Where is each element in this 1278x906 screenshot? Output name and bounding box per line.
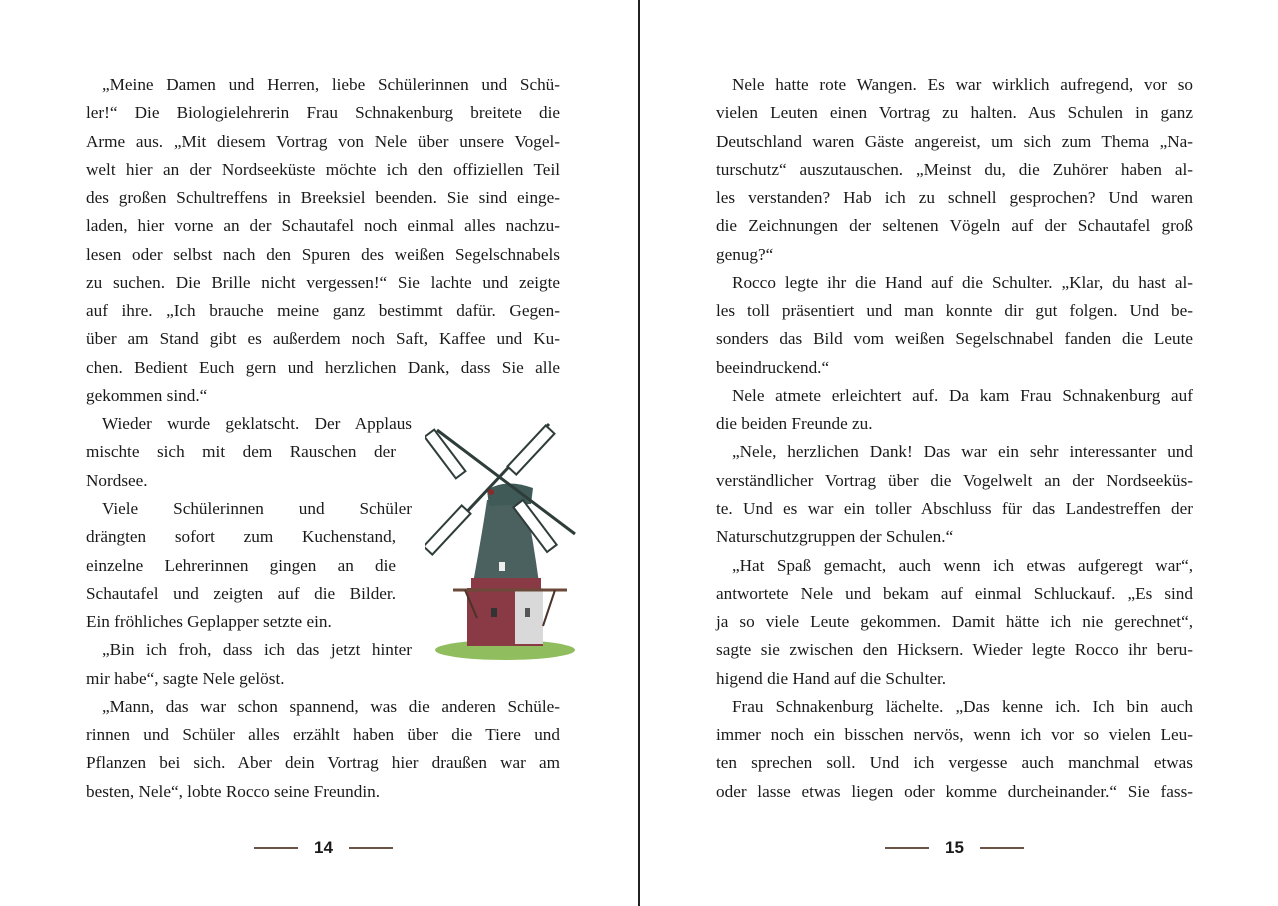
text-line bbox=[716, 71, 1193, 99]
page-number-rule bbox=[254, 847, 298, 849]
text-line bbox=[86, 467, 396, 495]
text-line bbox=[716, 241, 1193, 269]
text-line-content: ja so viele Leute gekommen. Damit hätte ich nie gerechnet“, bbox=[716, 612, 1193, 632]
text-line-content: Deutschland waren Gäste angereist, um sich zum Thema „Na- bbox=[716, 131, 1193, 151]
text-line bbox=[716, 325, 1193, 353]
text-line-content: Rocco legte ihr die Hand auf die Schulter. „Klar, du hast al- bbox=[732, 272, 1193, 292]
text-line-content: gekommen sind.“ bbox=[86, 385, 208, 405]
text-line bbox=[86, 354, 560, 382]
text-line bbox=[716, 184, 1193, 212]
text-line-content: einzelne Lehrerinnen gingen an die bbox=[86, 555, 396, 575]
text-line bbox=[86, 749, 560, 777]
text-line bbox=[86, 241, 560, 269]
text-line-content: Ein fröhliches Geplapper setzte ein. bbox=[86, 612, 332, 632]
text-line bbox=[86, 438, 396, 466]
page-number-rule bbox=[885, 847, 929, 849]
text-line bbox=[716, 552, 1193, 580]
text-line-content: besten, Nele“, lobte Rocco seine Freundin. bbox=[86, 781, 381, 801]
text-line-content: Schautafel und zeigten auf die Bilder. bbox=[86, 583, 396, 603]
text-line bbox=[716, 212, 1193, 240]
text-line bbox=[716, 410, 1193, 438]
text-line-content: Viele Schülerinnen und Schüler bbox=[102, 498, 412, 518]
text-line-content: „Nele, herzlichen Dank! Das war ein sehr interessanter und bbox=[732, 442, 1193, 462]
text-line-content: auf ihre. „Ich brauche meine ganz bestimmt dafür. Gegen- bbox=[86, 301, 560, 321]
text-line-content: beeindruckend.“ bbox=[716, 357, 830, 377]
text-line-content: lesen oder selbst nach den Spuren des weißen Segelschnabels bbox=[86, 244, 560, 264]
text-line-content: die Zeichnungen der seltenen Vögeln auf der Schautafel groß bbox=[716, 216, 1193, 236]
text-line bbox=[716, 665, 1193, 693]
text-line-content: „Meine Damen und Herren, liebe Schülerinnen und Schü- bbox=[102, 75, 560, 94]
text-line-content: Nele atmete erleichtert auf. Da kam Frau Schnakenburg auf bbox=[732, 385, 1193, 405]
text-line bbox=[86, 382, 560, 410]
text-line-content: „Bin ich froh, dass ich das jetzt hinter bbox=[102, 640, 412, 660]
text-line-content: antwortete Nele und bekam auf einmal Schluckauf. „Es sind bbox=[716, 583, 1193, 603]
text-line bbox=[86, 410, 412, 438]
text-line-content: „Hat Spaß gemacht, auch wenn ich etwas aufgeregt war“, bbox=[732, 555, 1193, 575]
text-line bbox=[716, 636, 1193, 664]
text-line bbox=[716, 467, 1193, 495]
text-line bbox=[716, 721, 1193, 749]
text-line-content: des großen Schultreffens in Breeksiel beenden. Sie sind einge- bbox=[86, 188, 560, 208]
page-number-rule bbox=[349, 847, 393, 849]
text-line-content: Naturschutzgruppen der Schulen.“ bbox=[716, 527, 954, 547]
right-page-text bbox=[716, 71, 1193, 806]
text-line bbox=[716, 99, 1193, 127]
text-line bbox=[86, 665, 396, 693]
text-line bbox=[86, 184, 560, 212]
text-line-content: laden, hier vorne an der Schautafel noch einmal alles nachzu- bbox=[86, 216, 560, 236]
text-line bbox=[716, 495, 1193, 523]
text-line bbox=[716, 608, 1193, 636]
text-line-content: mir habe“, sagte Nele gelöst. bbox=[86, 668, 285, 688]
text-line bbox=[716, 354, 1193, 382]
text-line bbox=[86, 269, 560, 297]
text-line-content: drängten sofort zum Kuchenstand, bbox=[86, 527, 396, 547]
text-line bbox=[86, 99, 560, 127]
text-line bbox=[716, 382, 1193, 410]
text-line-content: zu suchen. Die Brille nicht vergessen!“ Sie lachte und zeigte bbox=[86, 272, 560, 292]
text-line-content: Frau Schnakenburg lächelte. „Das kenne ich. Ich bin auch bbox=[732, 696, 1193, 716]
text-line bbox=[716, 580, 1193, 608]
text-line-content: verständlicher Vortrag über die Vogelwelt an der Nordseeküs- bbox=[716, 470, 1193, 490]
text-line-content: les toll präsentiert und man konnte dir gut folgen. Und be- bbox=[716, 301, 1193, 321]
page-number-rule bbox=[980, 847, 1024, 849]
text-line bbox=[86, 778, 560, 806]
text-line-content: higend die Hand auf die Schulter. bbox=[716, 668, 947, 688]
text-line bbox=[716, 749, 1193, 777]
text-line-content: über am Stand gibt es außerdem noch Saft, Kaffee und Ku- bbox=[86, 329, 560, 349]
text-line bbox=[716, 156, 1193, 184]
text-line-content: „Mann, das war schon spannend, was die anderen Schüle- bbox=[102, 696, 560, 716]
text-line bbox=[716, 693, 1193, 721]
page-number: 15 bbox=[945, 838, 964, 857]
text-line-content: mischte sich mit dem Rauschen der bbox=[86, 442, 396, 462]
text-line-content: turschutz“ auszutauschen. „Meinst du, die Zuhörer haben al- bbox=[716, 159, 1193, 179]
text-line bbox=[716, 438, 1193, 466]
page-number-right bbox=[885, 838, 1024, 858]
text-line bbox=[86, 71, 560, 99]
text-line-content: Nordsee. bbox=[86, 470, 148, 490]
text-line-content: oder lasse etwas liegen oder komme durcheinander.“ Sie fass- bbox=[716, 781, 1193, 801]
text-line bbox=[716, 269, 1193, 297]
text-line bbox=[86, 128, 560, 156]
text-line-content: chen. Bedient Euch gern und herzlichen Dank, dass Sie alle bbox=[86, 357, 560, 377]
text-line-content: sonders das Bild vom weißen Segelschnabel fanden die Leute bbox=[716, 329, 1193, 349]
text-line-content: Nele hatte rote Wangen. Es war wirklich aufregend, vor so bbox=[732, 75, 1193, 94]
text-line-content: immer noch ein bisschen nervös, wenn ich vor so vielen Leu- bbox=[716, 725, 1193, 745]
text-line bbox=[86, 693, 560, 721]
text-line bbox=[716, 523, 1193, 551]
text-line bbox=[86, 580, 396, 608]
text-line-content: genug?“ bbox=[716, 244, 774, 264]
text-line bbox=[86, 495, 412, 523]
text-line-content: les verstanden? Hab ich zu schnell gesprochen? Und waren bbox=[716, 188, 1193, 208]
text-line bbox=[86, 325, 560, 353]
text-line-content: sagte sie zwischen den Hicksern. Wieder legte Rocco ihr beru- bbox=[716, 640, 1193, 660]
text-line-content: rinnen und Schüler alles erzählt haben über die Tiere und bbox=[86, 725, 560, 745]
text-line bbox=[86, 297, 560, 325]
text-line bbox=[86, 156, 560, 184]
text-line bbox=[86, 523, 396, 551]
text-line-content: Wieder wurde geklatscht. Der Applaus bbox=[102, 414, 412, 434]
text-line-content: die beiden Freunde zu. bbox=[716, 414, 873, 434]
text-line-content: Pflanzen bei sich. Aber dein Vortrag hier draußen war am bbox=[86, 753, 560, 773]
text-line bbox=[86, 721, 560, 749]
text-line-content: ten sprechen soll. Und ich vergesse auch manchmal etwas bbox=[716, 753, 1193, 773]
text-line-content: vielen Leuten einen Vortrag zu halten. Aus Schulen in ganz bbox=[716, 103, 1193, 123]
text-line-content: ler!“ Die Biologielehrerin Frau Schnakenburg breitete die bbox=[86, 103, 560, 123]
text-line bbox=[86, 552, 396, 580]
page-number-left bbox=[254, 838, 393, 858]
text-line bbox=[716, 778, 1193, 806]
text-line bbox=[86, 636, 412, 664]
text-line-content: Arme aus. „Mit diesem Vortrag von Nele über unsere Vogel- bbox=[86, 131, 560, 151]
text-line-content: welt hier an der Nordseeküste möchte ich den offiziellen Teil bbox=[86, 159, 560, 179]
page-gutter-divider bbox=[638, 0, 640, 906]
text-line-content: te. Und es war ein toller Abschluss für das Landestreffen der bbox=[716, 498, 1193, 518]
text-line bbox=[716, 128, 1193, 156]
windmill-illustration bbox=[425, 418, 585, 666]
text-line bbox=[716, 297, 1193, 325]
text-line bbox=[86, 608, 396, 636]
page-number: 14 bbox=[314, 838, 333, 857]
text-line bbox=[86, 212, 560, 240]
